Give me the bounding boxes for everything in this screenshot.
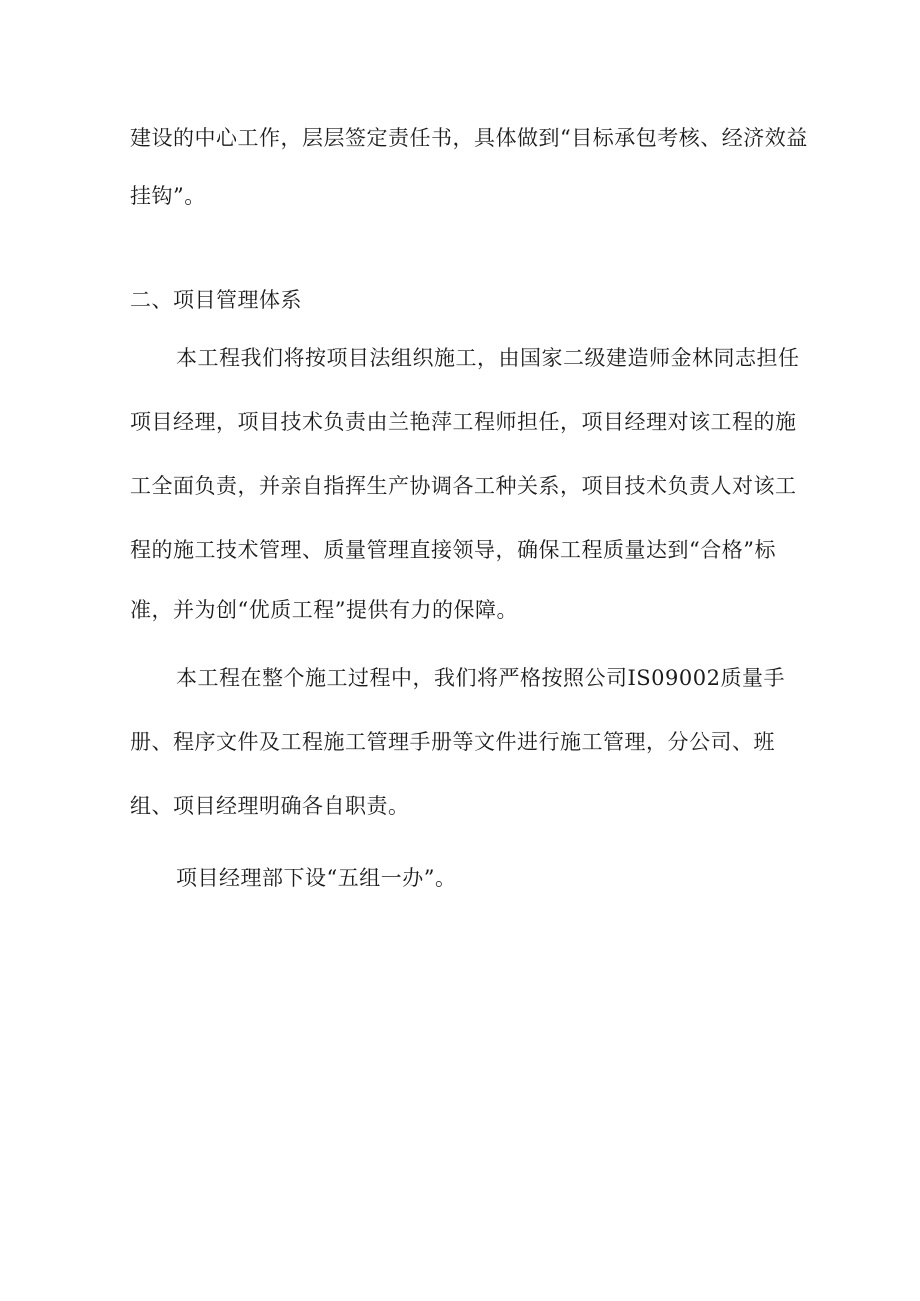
- section-heading: 二、项目管理体系: [130, 288, 302, 312]
- continuation-line-2: 挂钩”。: [130, 184, 206, 208]
- paragraph-1-line-5: 准，并为创“优质工程”提供有力的保障。: [130, 598, 518, 622]
- paragraph-1-line-4: 程的施工技术管理、质量管理直接领导，确保工程质量达到“合格”标: [130, 538, 776, 562]
- paragraph-1-line-2: 项目经理，项目技术负责由兰艳萍工程师担任，项目经理对该工程的施: [130, 410, 797, 434]
- paragraph-1-line-1: 本工程我们将按项目法组织施工，由国家二级建造师金林同志担任: [176, 346, 800, 370]
- paragraph-1-line-3: 工全面负责，并亲自指挥生产协调各工种关系，项目技术负责人对该工: [130, 474, 797, 498]
- paragraph-3-line-1: 项目经理部下设“五组一办”。: [176, 866, 457, 890]
- paragraph-2-line-1: 本工程在整个施工过程中，我们将严格按照公司IS09002质量手: [176, 666, 785, 690]
- paragraph-2-line-3: 组、项目经理明确各自职责。: [130, 794, 410, 818]
- paragraph-2-line-2: 册、程序文件及工程施工管理手册等文件进行施工管理，分公司、班: [130, 730, 775, 754]
- continuation-line-1: 建设的中心工作，层层签定责任书，具体做到“目标承包考核、经济效益: [130, 126, 808, 150]
